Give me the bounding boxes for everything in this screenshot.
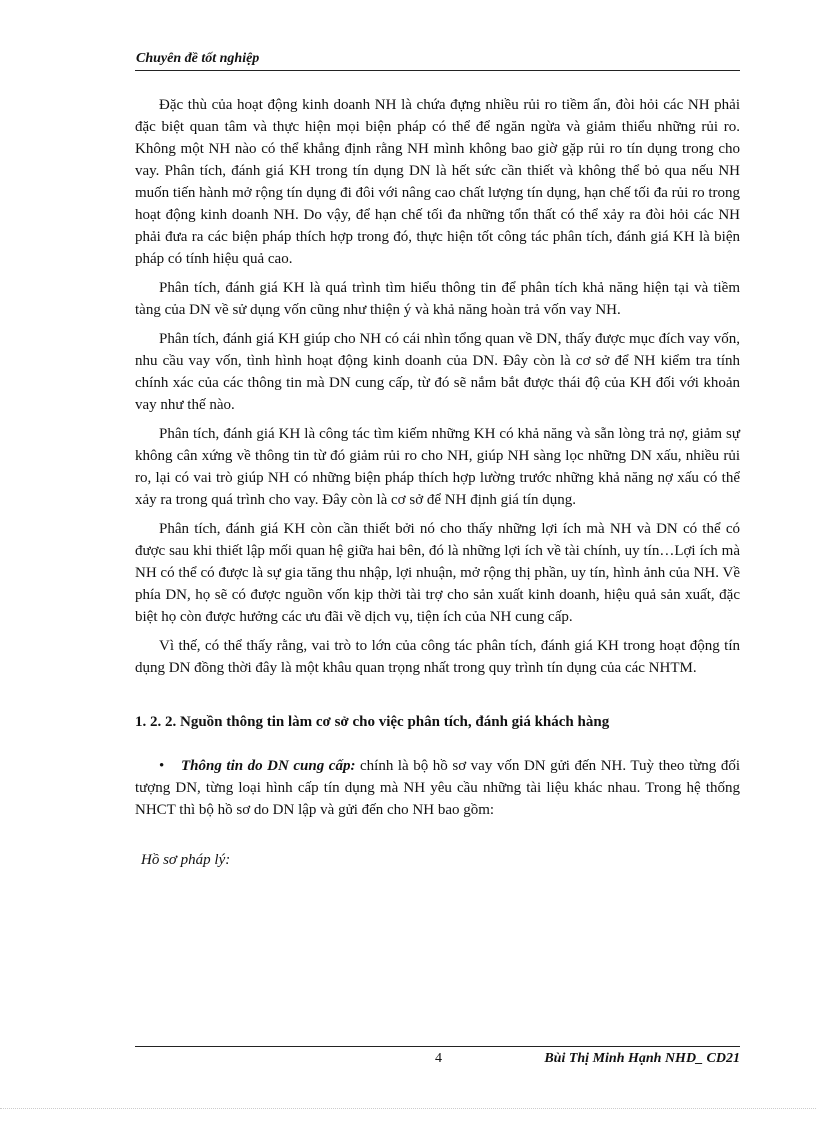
page-header <box>135 50 740 71</box>
page-footer <box>135 1046 740 1075</box>
subheading: Hồ sơ pháp lý: <box>141 852 231 868</box>
section-heading: 1. 2. 2. Nguồn thông tin làm cơ sở cho việc phân tích, đánh giá khách hàng <box>135 714 610 730</box>
bullet-lead: Thông tin do DN cung cấp: <box>181 758 356 774</box>
paragraph-1: Đặc thù của hoạt động kinh doanh NH là chứa đựng nhiều rủi ro tiềm ẩn, đòi hỏi các NH phải đặc biệt quan tâm và thực hiện mọi biện pháp có thể để ngăn ngừa và giảm thiểu những rủi ro. Không một NH nào có thể khẳng định rằng NH mình không bao giờ gặp rủi ro tín dụng trong cho vay. Phân tích, đánh giá KH trong tín dụng DN là hết sức cần thiết và không thể bỏ qua nếu NH muốn tiến hành mở rộng tín dụng đi đôi với nâng cao chất lượng tín dụng, hạn chế tối đa rủi ro trong hoạt động kinh doanh NH. Do vậy, để hạn chế tối đa những tổn thất có thể xảy ra đòi hỏi các NH phải đưa ra các biện pháp thích hợp trong đó, thực hiện tốt công tác phân tích, đánh giá KH là biện pháp có tính hiệu quả cao. <box>135 97 740 267</box>
paragraph-4: Phân tích, đánh giá KH là công tác tìm kiếm những KH có khả năng và sẵn lòng trả nợ, giảm sự không cân xứng về thông tin từ đó giảm rủi ro cho NH, giúp NH sàng lọc những DN xấu, nhiều rủi ro, lại có vai trò giúp NH có những biện pháp thích hợp lường trước những khả năng nợ xấu có thể xảy ra trong quá trình cho vay. Đây còn là cơ sở để NH định giá tín dụng. <box>135 426 740 508</box>
page-body <box>135 94 740 871</box>
paragraph-5: Phân tích, đánh giá KH còn cần thiết bởi nó cho thấy những lợi ích mà NH và DN có thể có được sau khi thiết lập mối quan hệ giữa hai bên, đó là những lợi ích về tài chính, uy tín…Lợi ích mà NH có thể có được là sự gia tăng thu nhập, lợi nhuận, mở rộng thị phần, uy tín, hình ảnh của NH. Về phía DN, họ sẽ có được nguồn vốn kịp thời tài trợ cho sản xuất kinh doanh, hiệu quả sản xuất, đặc biệt họ còn được hưởng các ưu đãi về dịch vụ, tiện ích của NH cung cấp. <box>135 521 740 625</box>
footer-author: Bùi Thị Minh Hạnh NHD_ CD21 <box>544 1051 740 1066</box>
bullet-icon: • <box>159 758 165 774</box>
paragraph-3: Phân tích, đánh giá KH giúp cho NH có cái nhìn tổng quan về DN, thấy được mục đích vay vốn, nhu cầu vay vốn, tình hình hoạt động kinh doanh của DN. Đây còn là cơ sở để NH kiểm tra tính chính xác của các thông tin mà DN cung cấp, từ đó sẽ nắm bắt được thái độ của KH đối với khoản vay như thế nào. <box>135 331 740 413</box>
paragraph-6: Vì thế, có thể thấy rằng, vai trò to lớn của công tác phân tích, đánh giá KH trong hoạt động tín dụng DN đồng thời đây là một khâu quan trọng nhất trong quy trình tín dụng của các NHTM. <box>135 638 740 676</box>
paragraph-2: Phân tích, đánh giá KH là quá trình tìm hiểu thông tin để phân tích khả năng hiện tại và tiềm tàng của DN về sử dụng vốn cũng như thiện ý và khả năng hoàn trả vốn vay NH. <box>135 280 740 318</box>
bullet-item <box>135 755 740 821</box>
bullet-text: chính là bộ hồ sơ vay vốn DN gửi đến NH. Tuỳ theo từng đối tượng DN, từng loại hình cấp tín dụng mà NH yêu cầu những tài liệu khác nhau. Trong hệ thống NHCT thì bộ hồ sơ do DN lập và gửi đến cho NH bao gồm: <box>135 758 740 818</box>
page-bottom-divider <box>0 1108 816 1109</box>
header-title: Chuyên đề tốt nghiệp <box>136 51 260 66</box>
page-number: 4 <box>435 1051 442 1066</box>
